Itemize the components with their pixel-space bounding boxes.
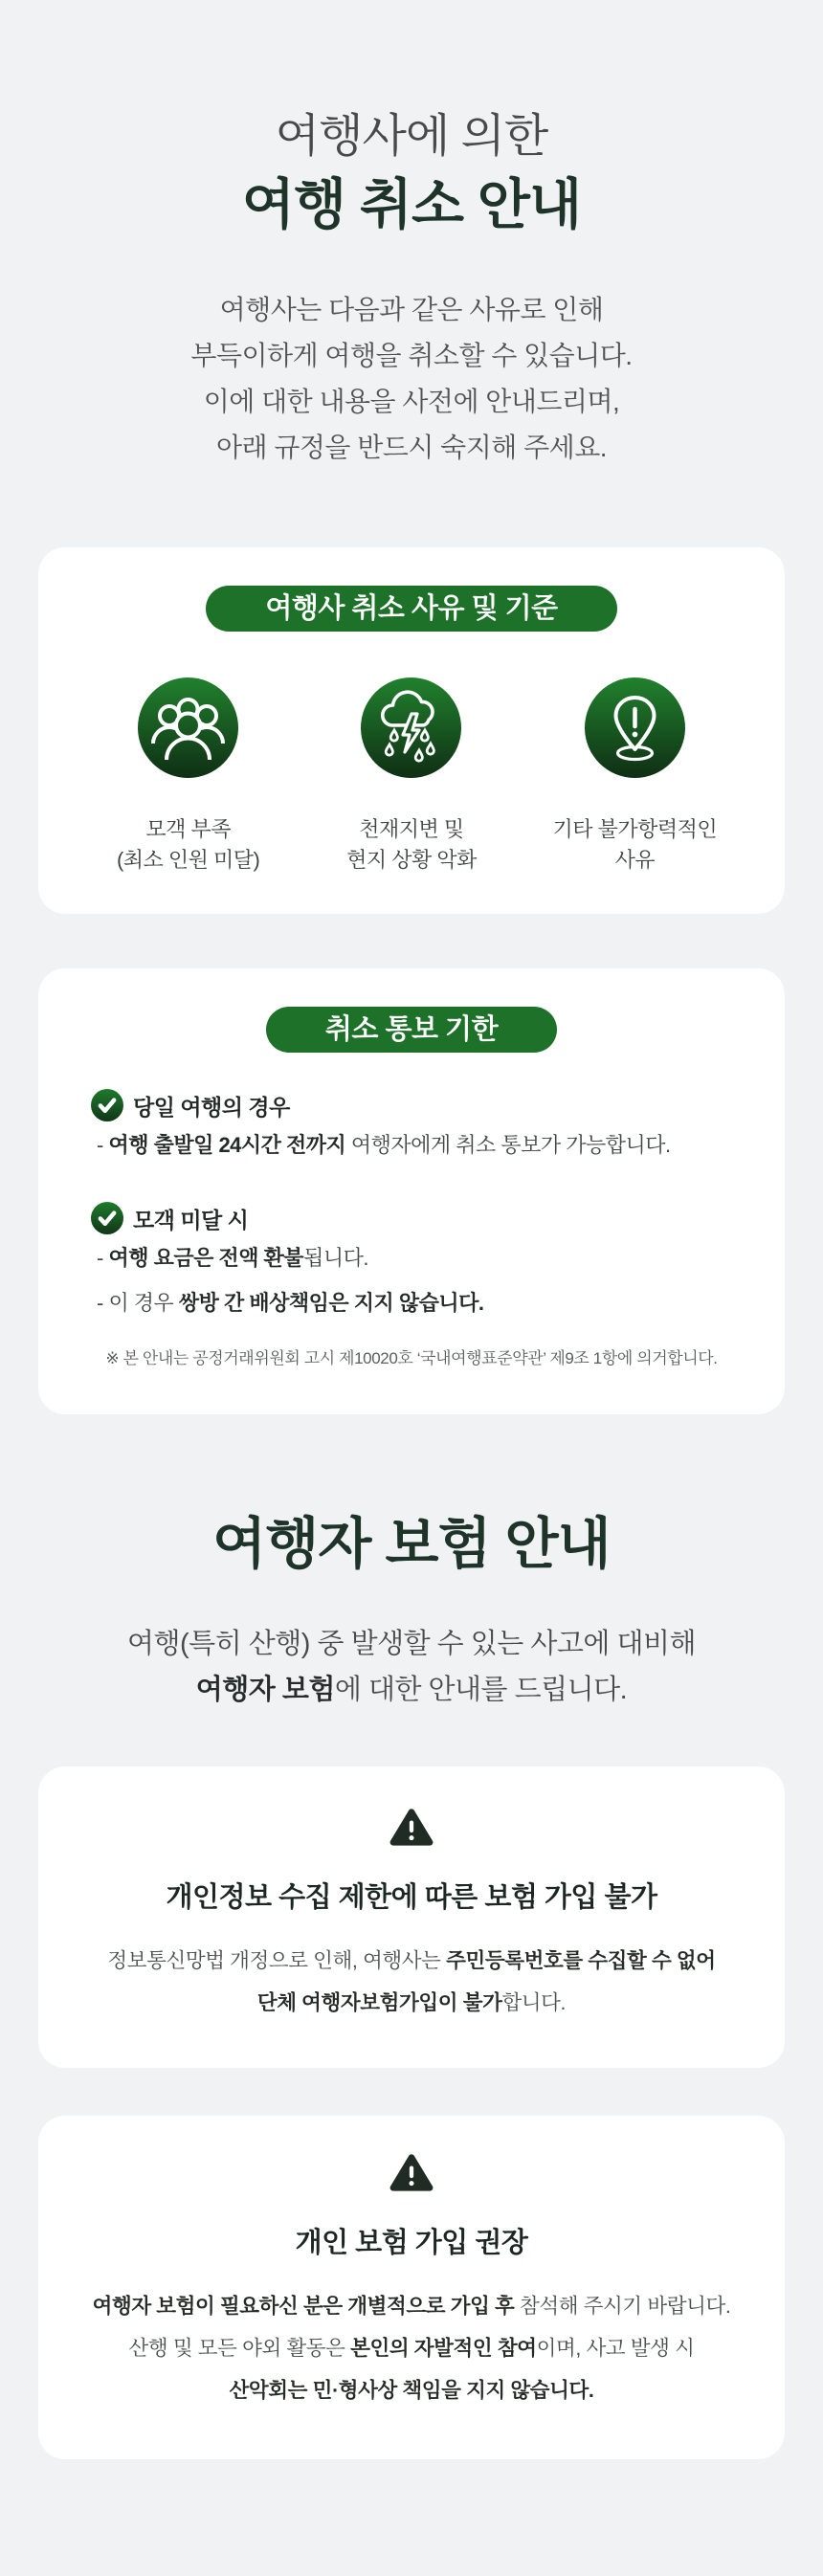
personal-insurance-paragraph xyxy=(67,2285,756,2411)
hero-paragraph-line: 이에 대한 내용을 사전에 안내드리며, xyxy=(203,387,620,416)
case-understaffed-title: 모객 미달 시 xyxy=(133,1207,249,1232)
text-segment-bold: 여행 요금은 전액 환불 xyxy=(108,1246,304,1270)
text-segment-bold: 여행자 보험 xyxy=(195,1675,335,1705)
paragraph-line xyxy=(67,2285,756,2327)
text-segment-bold: 본인의 자발적인 참여 xyxy=(350,2337,537,2360)
deadline-pill: 취소 통보 기한 xyxy=(266,1007,557,1053)
warning-icon-wrap xyxy=(67,2152,756,2192)
reason-label-line: 사유 xyxy=(614,848,656,872)
warning-icon-wrap xyxy=(77,1807,746,1847)
reason-label-line: 현지 상황 악화 xyxy=(346,848,477,872)
warning-icon xyxy=(389,2152,434,2192)
insurance-paragraph xyxy=(0,1621,823,1713)
paragraph-line xyxy=(77,1940,746,1982)
warning-icon xyxy=(389,1807,434,1847)
insurance-paragraph-line xyxy=(0,1667,823,1713)
case-same-day-title: 당일 여행의 경우 xyxy=(133,1094,290,1120)
group-insurance-card xyxy=(38,1766,785,2068)
hero-paragraph-line: 부득이하게 여행을 취소할 수 있습니다. xyxy=(190,341,633,370)
text-segment: - xyxy=(97,1246,109,1270)
hero-title-line2: 여행 취소 안내 xyxy=(241,174,582,235)
paragraph-line xyxy=(67,2369,756,2411)
deadline-card xyxy=(38,968,785,1414)
hero-title-line1: 여행사에 의한 xyxy=(275,111,548,162)
reason-item-understaffed xyxy=(77,677,300,876)
reason-label-line: 천재지변 및 xyxy=(359,817,464,841)
text-segment: - xyxy=(97,1133,109,1157)
text-segment-bold: 여행자 보험이 필요하신 분은 개별적으로 가입 후 xyxy=(92,2295,515,2318)
storm-cloud-icon xyxy=(361,677,461,778)
reason-label xyxy=(553,814,718,876)
insurance-title: 여행자 보험 안내 xyxy=(212,1513,611,1575)
hero-paragraph xyxy=(0,287,823,471)
group-insurance-heading: 개인정보 수집 제한에 따른 보험 가입 불가 xyxy=(166,1882,657,1913)
text-segment-bold: 단체 여행자보험가입이 불가 xyxy=(256,1991,502,2014)
hero-paragraph-line: 아래 규정을 반드시 숙지해 주세요. xyxy=(215,433,608,462)
text-segment-bold: 주민등록번호를 수집할 수 없어 xyxy=(446,1949,716,1972)
text-segment: 에 대한 안내를 드립니다. xyxy=(334,1675,628,1705)
reason-label-line: 기타 불가항력적인 xyxy=(552,817,718,841)
people-group-icon xyxy=(138,677,238,778)
text-segment: 참석해 주시기 바랍니다. xyxy=(514,2295,731,2318)
paragraph-line xyxy=(67,2327,756,2369)
hero-paragraph-line: 여행사는 다음과 같은 사유로 인해 xyxy=(219,295,604,324)
reason-label xyxy=(346,814,477,876)
text-segment: 여행(특히 산행) 중 발생할 수 있는 사고에 대비해 xyxy=(127,1629,696,1659)
text-segment: 됩니다. xyxy=(303,1246,368,1270)
text-segment-bold: 산악회는 민·형사상 책임을 지지 않습니다. xyxy=(229,2379,594,2402)
text-segment: 산행 및 모든 야외 활동은 xyxy=(128,2337,351,2360)
check-icon xyxy=(91,1089,123,1121)
reason-label xyxy=(117,814,259,876)
case-same-day-row xyxy=(91,1089,732,1121)
case-same-day-detail xyxy=(91,1131,732,1160)
check-icon xyxy=(91,1202,123,1234)
group-insurance-paragraph xyxy=(77,1940,746,2024)
reason-item-force-majeure xyxy=(523,677,746,876)
paragraph-line xyxy=(77,1982,746,2024)
cancel-reasons-pill: 여행사 취소 사유 및 기준 xyxy=(206,586,616,632)
location-pin-alert-icon xyxy=(585,677,685,778)
text-segment-bold: 여행 출발일 24시간 전까지 xyxy=(108,1133,346,1157)
legal-footnote: ※ 본 안내는 공정거래위원회 고시 제10020호 ‘국내여행표준약관’ 제9조 1항에 의거합니다. xyxy=(105,1349,718,1367)
text-segment: 정보통신망법 개정으로 인해, 여행사는 xyxy=(107,1949,447,1972)
text-segment: 이며, 사고 발생 시 xyxy=(536,2337,695,2360)
text-segment: - 이 경우 xyxy=(97,1291,179,1315)
reason-label-line: (최소 인원 미달) xyxy=(116,848,260,872)
reason-item-disaster xyxy=(300,677,523,876)
personal-insurance-card xyxy=(38,2116,785,2459)
text-segment: 합니다. xyxy=(501,1991,567,2014)
insurance-paragraph-line xyxy=(0,1621,823,1667)
deadline-body xyxy=(38,1089,785,1368)
case-understaffed-row xyxy=(91,1202,732,1234)
text-segment: 여행자에게 취소 통보가 가능합니다. xyxy=(345,1133,671,1157)
case-understaffed-detail-refund xyxy=(91,1244,732,1273)
text-segment-bold: 쌍방 간 배상책임은 지지 않습니다. xyxy=(178,1291,484,1315)
reason-label-line: 모객 부족 xyxy=(145,817,231,841)
personal-insurance-heading: 개인 보험 가입 권장 xyxy=(295,2228,528,2258)
case-understaffed-detail-liability xyxy=(91,1289,732,1318)
cancel-reasons-card xyxy=(38,547,785,914)
cancel-reasons-row xyxy=(77,677,746,876)
